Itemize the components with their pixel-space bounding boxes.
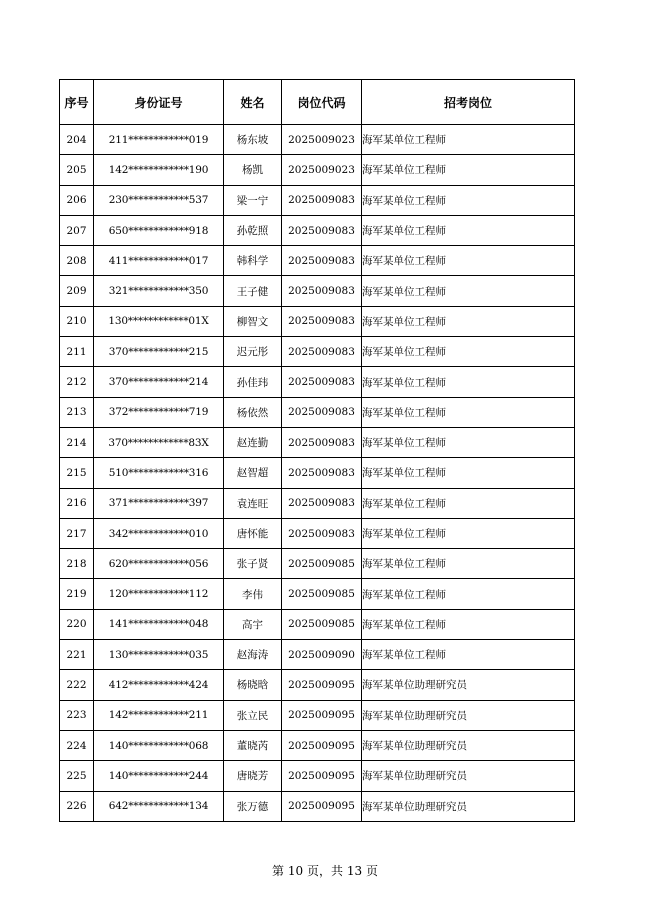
cell-name: 张子贤 [224, 549, 282, 579]
cell-id-number: 140************068 [94, 730, 224, 760]
cell-post-code: 2025009095 [282, 791, 362, 821]
cell-id-number: 142************211 [94, 700, 224, 730]
header-id-number: 身份证号 [94, 80, 224, 125]
cell-post: 海军某单位工程师 [362, 488, 575, 518]
table-row [60, 367, 575, 397]
cell-post-code: 2025009083 [282, 215, 362, 245]
cell-post: 海军某单位工程师 [362, 518, 575, 548]
cell-post: 海军某单位工程师 [362, 640, 575, 670]
cell-id-number: 130************01X [94, 306, 224, 336]
cell-name: 袁连旺 [224, 488, 282, 518]
table-row [60, 337, 575, 367]
footer-prefix: 第 [272, 864, 285, 878]
cell-id-number: 140************244 [94, 761, 224, 791]
cell-name: 赵连勤 [224, 427, 282, 457]
cell-seq: 220 [60, 609, 94, 639]
cell-post-code: 2025009023 [282, 155, 362, 185]
candidate-table [59, 79, 575, 822]
cell-name: 杨凯 [224, 155, 282, 185]
cell-name: 赵智超 [224, 458, 282, 488]
cell-id-number: 650************918 [94, 215, 224, 245]
cell-post: 海军某单位工程师 [362, 215, 575, 245]
cell-post: 海军某单位工程师 [362, 185, 575, 215]
table-row [60, 427, 575, 457]
table-row [60, 549, 575, 579]
cell-post: 海军某单位工程师 [362, 246, 575, 276]
cell-seq: 225 [60, 761, 94, 791]
cell-seq: 221 [60, 640, 94, 670]
cell-name: 韩科学 [224, 246, 282, 276]
cell-name: 唐怀能 [224, 518, 282, 548]
cell-seq: 206 [60, 185, 94, 215]
footer-current-page: 10 [287, 864, 304, 878]
cell-name: 张万德 [224, 791, 282, 821]
table-row [60, 609, 575, 639]
cell-seq: 204 [60, 125, 94, 155]
cell-seq: 224 [60, 730, 94, 760]
cell-post-code: 2025009095 [282, 700, 362, 730]
cell-post: 海军某单位工程师 [362, 306, 575, 336]
table-row [60, 215, 575, 245]
cell-post-code: 2025009095 [282, 761, 362, 791]
table-row [60, 700, 575, 730]
cell-id-number: 372************719 [94, 397, 224, 427]
header-post: 招考岗位 [362, 80, 575, 125]
cell-id-number: 120************112 [94, 579, 224, 609]
cell-seq: 215 [60, 458, 94, 488]
cell-post: 海军某单位工程师 [362, 155, 575, 185]
cell-post: 海军某单位工程师 [362, 609, 575, 639]
cell-id-number: 370************83X [94, 427, 224, 457]
cell-id-number: 620************056 [94, 549, 224, 579]
cell-name: 赵海涛 [224, 640, 282, 670]
cell-name: 王子健 [224, 276, 282, 306]
cell-seq: 214 [60, 427, 94, 457]
cell-post: 海军某单位助理研究员 [362, 700, 575, 730]
cell-post-code: 2025009083 [282, 306, 362, 336]
cell-post-code: 2025009083 [282, 518, 362, 548]
table-row [60, 306, 575, 336]
table-row [60, 397, 575, 427]
cell-post-code: 2025009085 [282, 549, 362, 579]
table-row [60, 125, 575, 155]
cell-seq: 212 [60, 367, 94, 397]
cell-seq: 213 [60, 397, 94, 427]
cell-post: 海军某单位工程师 [362, 397, 575, 427]
cell-seq: 211 [60, 337, 94, 367]
cell-name: 孙乾照 [224, 215, 282, 245]
table-row [60, 579, 575, 609]
cell-seq: 208 [60, 246, 94, 276]
cell-name: 李伟 [224, 579, 282, 609]
cell-post: 海军某单位助理研究员 [362, 730, 575, 760]
cell-post-code: 2025009095 [282, 730, 362, 760]
cell-id-number: 371************397 [94, 488, 224, 518]
cell-post: 海军某单位工程师 [362, 579, 575, 609]
cell-post-code: 2025009083 [282, 397, 362, 427]
cell-post: 海军某单位助理研究员 [362, 670, 575, 700]
cell-post: 海军某单位工程师 [362, 276, 575, 306]
table-row [60, 155, 575, 185]
table-header [60, 80, 575, 125]
cell-seq: 222 [60, 670, 94, 700]
page-footer [0, 862, 650, 879]
cell-id-number: 370************215 [94, 337, 224, 367]
cell-seq: 226 [60, 791, 94, 821]
cell-id-number: 412************424 [94, 670, 224, 700]
table-row [60, 276, 575, 306]
cell-post: 海军某单位工程师 [362, 549, 575, 579]
cell-name: 杨依然 [224, 397, 282, 427]
cell-seq: 223 [60, 700, 94, 730]
cell-post-code: 2025009090 [282, 640, 362, 670]
cell-name: 孙佳玮 [224, 367, 282, 397]
table-row [60, 791, 575, 821]
cell-post-code: 2025009083 [282, 337, 362, 367]
footer-total-pages: 13 [346, 864, 363, 878]
table-row [60, 730, 575, 760]
cell-id-number: 370************214 [94, 367, 224, 397]
cell-id-number: 342************010 [94, 518, 224, 548]
cell-post: 海军某单位助理研究员 [362, 761, 575, 791]
cell-name: 高宇 [224, 609, 282, 639]
header-row [60, 80, 575, 125]
cell-id-number: 321************350 [94, 276, 224, 306]
cell-name: 杨东坡 [224, 125, 282, 155]
cell-post-code: 2025009083 [282, 246, 362, 276]
cell-post-code: 2025009085 [282, 609, 362, 639]
cell-name: 杨晓晗 [224, 670, 282, 700]
cell-id-number: 130************035 [94, 640, 224, 670]
header-seq: 序号 [60, 80, 94, 125]
table-row [60, 458, 575, 488]
table-row [60, 185, 575, 215]
cell-seq: 219 [60, 579, 94, 609]
cell-seq: 217 [60, 518, 94, 548]
cell-post-code: 2025009083 [282, 488, 362, 518]
cell-id-number: 642************134 [94, 791, 224, 821]
table-row [60, 670, 575, 700]
header-name: 姓名 [224, 80, 282, 125]
cell-post-code: 2025009023 [282, 125, 362, 155]
cell-name: 迟元彤 [224, 337, 282, 367]
cell-post: 海军某单位助理研究员 [362, 791, 575, 821]
table-row [60, 761, 575, 791]
cell-post-code: 2025009085 [282, 579, 362, 609]
cell-seq: 218 [60, 549, 94, 579]
table-row [60, 640, 575, 670]
cell-post-code: 2025009083 [282, 276, 362, 306]
cell-post: 海军某单位工程师 [362, 367, 575, 397]
cell-name: 张立民 [224, 700, 282, 730]
cell-id-number: 141************048 [94, 609, 224, 639]
cell-id-number: 510************316 [94, 458, 224, 488]
cell-name: 梁一宁 [224, 185, 282, 215]
cell-id-number: 230************537 [94, 185, 224, 215]
cell-name: 唐晓芳 [224, 761, 282, 791]
cell-post: 海军某单位工程师 [362, 427, 575, 457]
cell-seq: 209 [60, 276, 94, 306]
header-post-code: 岗位代码 [282, 80, 362, 125]
table-body [60, 125, 575, 822]
cell-post: 海军某单位工程师 [362, 125, 575, 155]
cell-post: 海军某单位工程师 [362, 458, 575, 488]
table-row [60, 246, 575, 276]
cell-name: 柳智文 [224, 306, 282, 336]
cell-seq: 210 [60, 306, 94, 336]
cell-post: 海军某单位工程师 [362, 337, 575, 367]
footer-suffix: 页 [365, 864, 378, 878]
table-row [60, 488, 575, 518]
cell-seq: 216 [60, 488, 94, 518]
cell-id-number: 211************019 [94, 125, 224, 155]
cell-post-code: 2025009083 [282, 367, 362, 397]
cell-id-number: 142************190 [94, 155, 224, 185]
cell-post-code: 2025009095 [282, 670, 362, 700]
footer-middle: 页，共 [306, 864, 343, 878]
cell-seq: 205 [60, 155, 94, 185]
cell-seq: 207 [60, 215, 94, 245]
cell-post-code: 2025009083 [282, 185, 362, 215]
cell-post-code: 2025009083 [282, 458, 362, 488]
cell-id-number: 411************017 [94, 246, 224, 276]
cell-name: 董晓芮 [224, 730, 282, 760]
cell-post-code: 2025009083 [282, 427, 362, 457]
table-row [60, 518, 575, 548]
